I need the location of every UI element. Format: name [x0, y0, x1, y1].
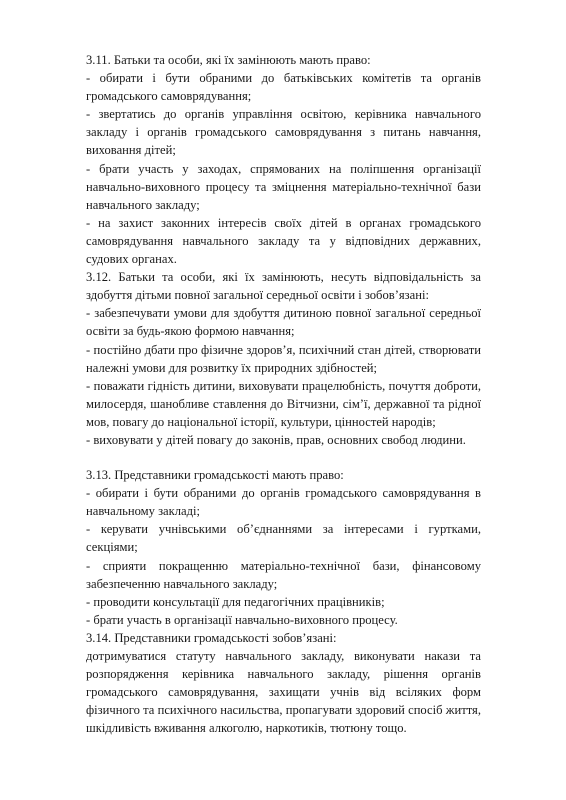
section-3-13-item-2: - керувати учнівськими об’єднаннями за інтересами і гуртками, секціями;: [86, 522, 481, 555]
section-3-11-item-2: - звертатись до органів управління освітою, керівника навчального закладу і органів громадського самоврядування з питань навчання, виховання дітей;: [86, 107, 481, 158]
section-3-12-item-4: - виховувати у дітей повагу до законів, прав, основних свобод людини.: [86, 432, 466, 447]
section-spacer: [86, 449, 481, 466]
section-3-11-item-1: - обирати і бути обраними до батьківських комітетів та органів громадського самоврядування;: [86, 71, 481, 104]
section-3-13-heading: 3.13. Представники громадськості мають право:: [86, 468, 344, 483]
section-3-13-item-3: - сприяти покращенню матеріально-технічної бази, фінансовому забезпеченню навчального закладу;: [86, 558, 481, 591]
section-3-12-heading: 3.12. Батьки та особи, які їх замінюють, несуть відповідальність за здобуття дітьми повної загальної середньої освіти і зобов’язані:: [86, 270, 481, 303]
section-3-13-item-4: - проводити консультації для педагогічних працівників;: [86, 594, 385, 609]
section-3-14-body: дотримуватися статуту навчального закладу, виконувати накази та розпорядження керівника навчального закладу, рішення органів громадського самоврядування, захищати учнів від всіляких форм фізичного та психічного насильства, пропагувати здоровий спосіб життя, шкідливість вживання алкоголю, наркотиків, тютюну тощо.: [86, 649, 481, 736]
document-page: [86, 51, 481, 737]
section-3-13-item-5: - брати участь в організації навчально-виховного процесу.: [86, 612, 398, 627]
section-3-11-item-4: - на захист законних інтересів своїх дітей в органах громадського самоврядування навчального закладу та у відповідних державних, судових органах.: [86, 215, 481, 267]
section-3-12-item-3: - поважати гідність дитини, виховувати працелюбність, почуття доброти, милосердя, шанобливе ставлення до Вітчизни, сім’ї, державної та рідної мов, повагу до національної історії, культури, цінностей народів;: [86, 378, 481, 429]
section-3-14-heading: 3.14. Представники громадськості зобов’язані:: [86, 630, 337, 645]
section-3-13-item-1: - обирати і бути обраними до органів громадського самоврядування в навчальному закладі;: [86, 486, 481, 519]
section-3-11-item-3: - брати участь у заходах, спрямованих на поліпшення організації навчально-виховного процесу та зміцнення матеріально-технічної бази навчального закладу;: [86, 161, 481, 212]
section-3-12-item-2: - постійно дбати про фізичне здоров’я, психічний стан дітей, створювати належні умови для розвитку їх природних здібностей;: [86, 342, 481, 375]
section-3-12-item-1: - забезпечувати умови для здобуття дитиною повної загальної середньої освіти за будь-якою формою навчання;: [86, 306, 481, 339]
section-3-11-heading: 3.11. Батьки та особи, які їх замінюють мають право:: [86, 53, 371, 67]
